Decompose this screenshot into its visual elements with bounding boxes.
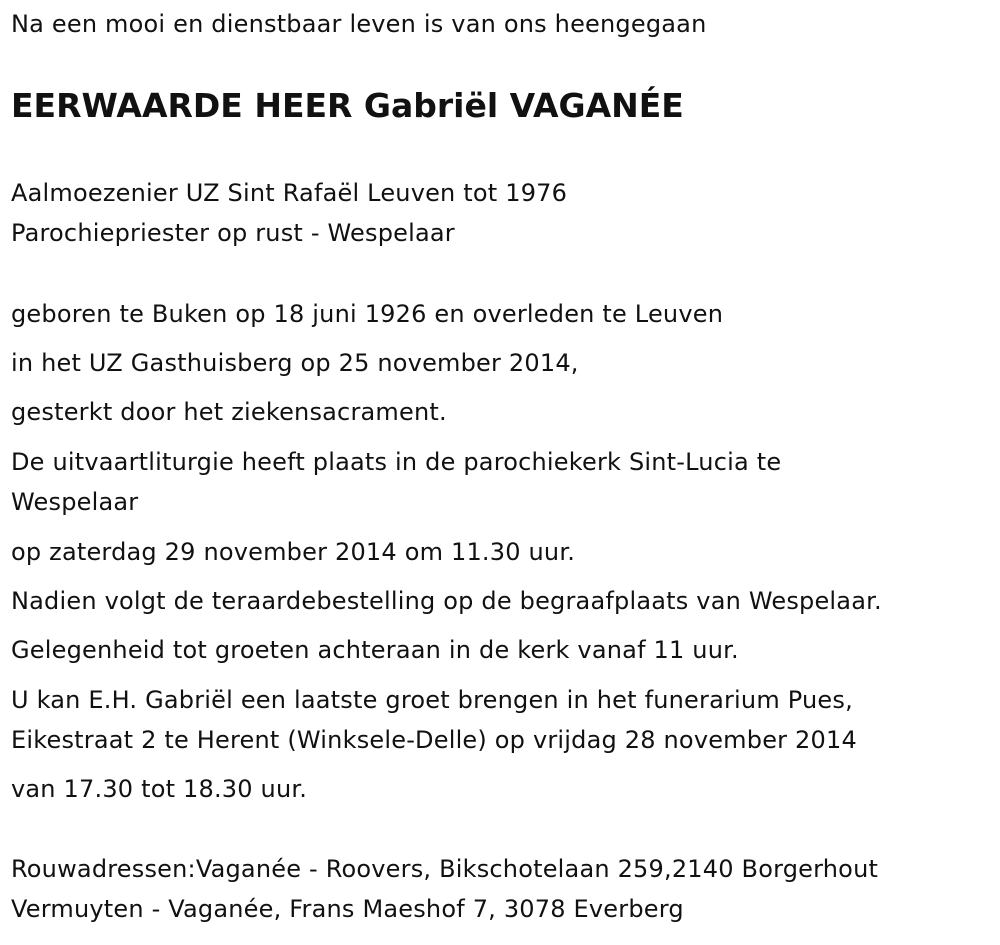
title-line-1: Aalmoezenier UZ Sint Rafaël Leuven tot 1976 bbox=[11, 179, 568, 207]
body-line: Wespelaar bbox=[11, 488, 139, 516]
intro-text: Na een mooi en dienstbaar leven is van ons heengegaan bbox=[11, 10, 707, 38]
title-line-2: Parochiepriester op rust - Wespelaar bbox=[11, 219, 455, 247]
body-line: op zaterdag 29 november 2014 om 11.30 uur. bbox=[11, 538, 576, 566]
body-line: gesterkt door het ziekensacrament. bbox=[11, 398, 447, 426]
body-line: Nadien volgt de teraardebestelling op de begraafplaats van Wespelaar. bbox=[11, 587, 882, 615]
body-line: in het UZ Gasthuisberg op 25 november 2014, bbox=[11, 349, 579, 377]
deceased-name: EERWAARDE HEER Gabriël VAGANÉE bbox=[11, 86, 684, 125]
body-line: U kan E.H. Gabriël een laatste groet brengen in het funerarium Pues, bbox=[11, 686, 853, 714]
body-line: geboren te Buken op 18 juni 1926 en overleden te Leuven bbox=[11, 300, 724, 328]
address-line-1: Rouwadressen:Vaganée - Roovers, Bikschotelaan 259,2140 Borgerhout bbox=[11, 855, 879, 883]
body-line: Gelegenheid tot groeten achteraan in de kerk vanaf 11 uur. bbox=[11, 636, 739, 664]
body-line: De uitvaartliturgie heeft plaats in de parochiekerk Sint-Lucia te bbox=[11, 448, 782, 476]
address-line-2: Vermuyten - Vaganée, Frans Maeshof 7, 3078 Everberg bbox=[11, 895, 684, 923]
body-line: van 17.30 tot 18.30 uur. bbox=[11, 775, 308, 803]
body-line: Eikestraat 2 te Herent (Winksele-Delle) op vrijdag 28 november 2014 bbox=[11, 726, 857, 754]
